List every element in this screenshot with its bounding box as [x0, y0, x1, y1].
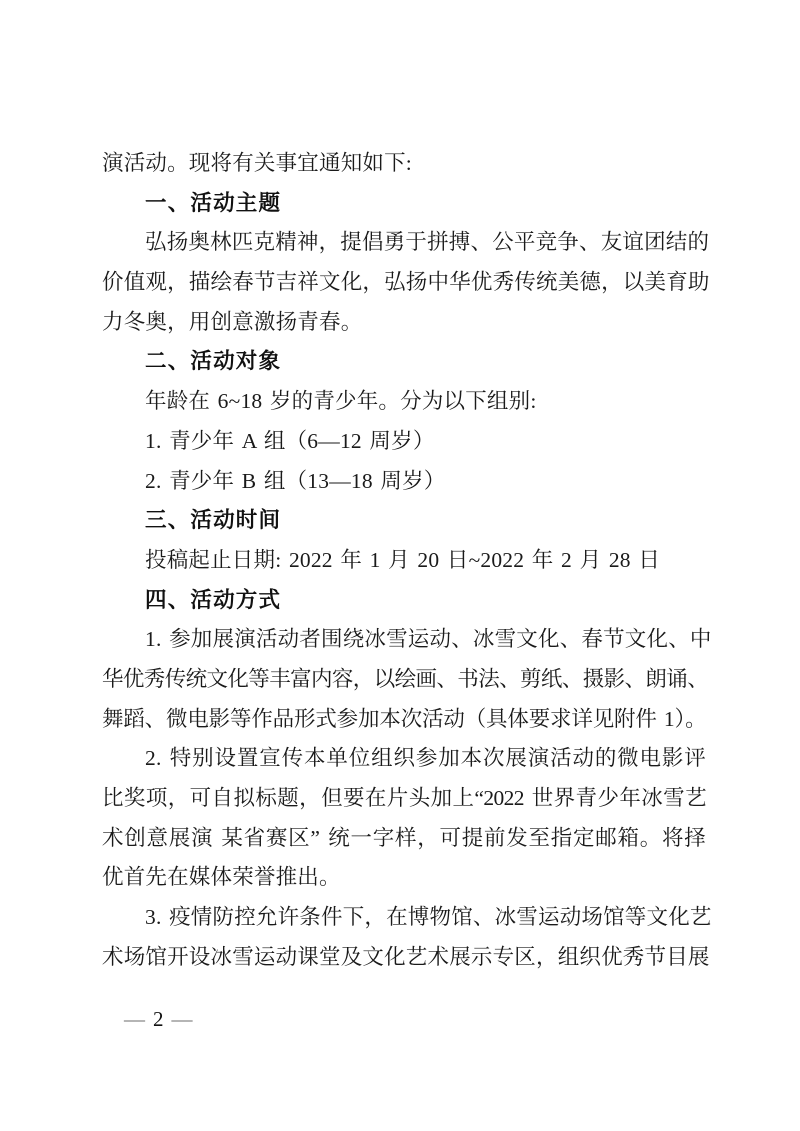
text-line: 2. 特别设置宣传本单位组织参加本次展演活动的微电影评 [145, 746, 706, 771]
document-body [102, 144, 712, 977]
text-line: 1. 参加展演活动者围绕冰雪运动、冰雪文化、春节文化、中 [145, 627, 712, 652]
list-item: 2. 青少年 B 组（13—18 周岁） [145, 468, 446, 493]
section-heading: 四、活动方式 [145, 587, 282, 612]
text-line: 舞蹈、微电影等作品形式参加本次活动（具体要求详见附件 1）。 [102, 706, 706, 731]
page-number-dash-left: — [124, 1007, 145, 1031]
text-line: 价值观，描绘春节吉祥文化，弘扬中华优秀传统美德，以美育助 [102, 270, 710, 295]
text-line: 弘扬奥林匹克精神，提倡勇于拼搏、公平竞争、友谊团结的 [145, 230, 710, 255]
text-line: 术创意展演 某省赛区” 统一字样，可提前发至指定邮箱。将择 [102, 825, 706, 850]
page-number [124, 1004, 193, 1034]
text-line: 术场馆开设冰雪运动课堂及文化艺术展示专区，组织优秀节目展 [102, 944, 710, 969]
list-item: 1. 青少年 A 组（6—12 周岁） [145, 428, 435, 453]
page-number-value: 2 [153, 1007, 164, 1031]
text-line: 演活动。现将有关事宜通知如下: [102, 151, 412, 175]
text-line: 年龄在 6~18 岁的青少年。分为以下组别: [145, 389, 537, 414]
section-heading: 三、活动时间 [145, 508, 282, 533]
text-line: 投稿起止日期: 2022 年 1 月 20 日~2022 年 2 月 28 日 [145, 547, 661, 572]
text-line: 比奖项，可自拟标题，但要在片头加上“2022 世界青少年冰雪艺 [102, 786, 706, 810]
section-heading: 二、活动对象 [145, 349, 282, 374]
text-line: 3. 疫情防控允许条件下，在博物馆、冰雪运动场馆等文化艺 [145, 905, 712, 930]
text-line: 优首先在媒体荣誉推出。 [102, 865, 341, 890]
text-line: 力冬奥，用创意激扬青春。 [102, 309, 363, 334]
page-number-dash-right: — [171, 1007, 193, 1031]
section-heading: 一、活动主题 [145, 190, 282, 215]
text-line: 华优秀传统文化等丰富内容，以绘画、书法、剪纸、摄影、朗诵、 [102, 666, 709, 691]
